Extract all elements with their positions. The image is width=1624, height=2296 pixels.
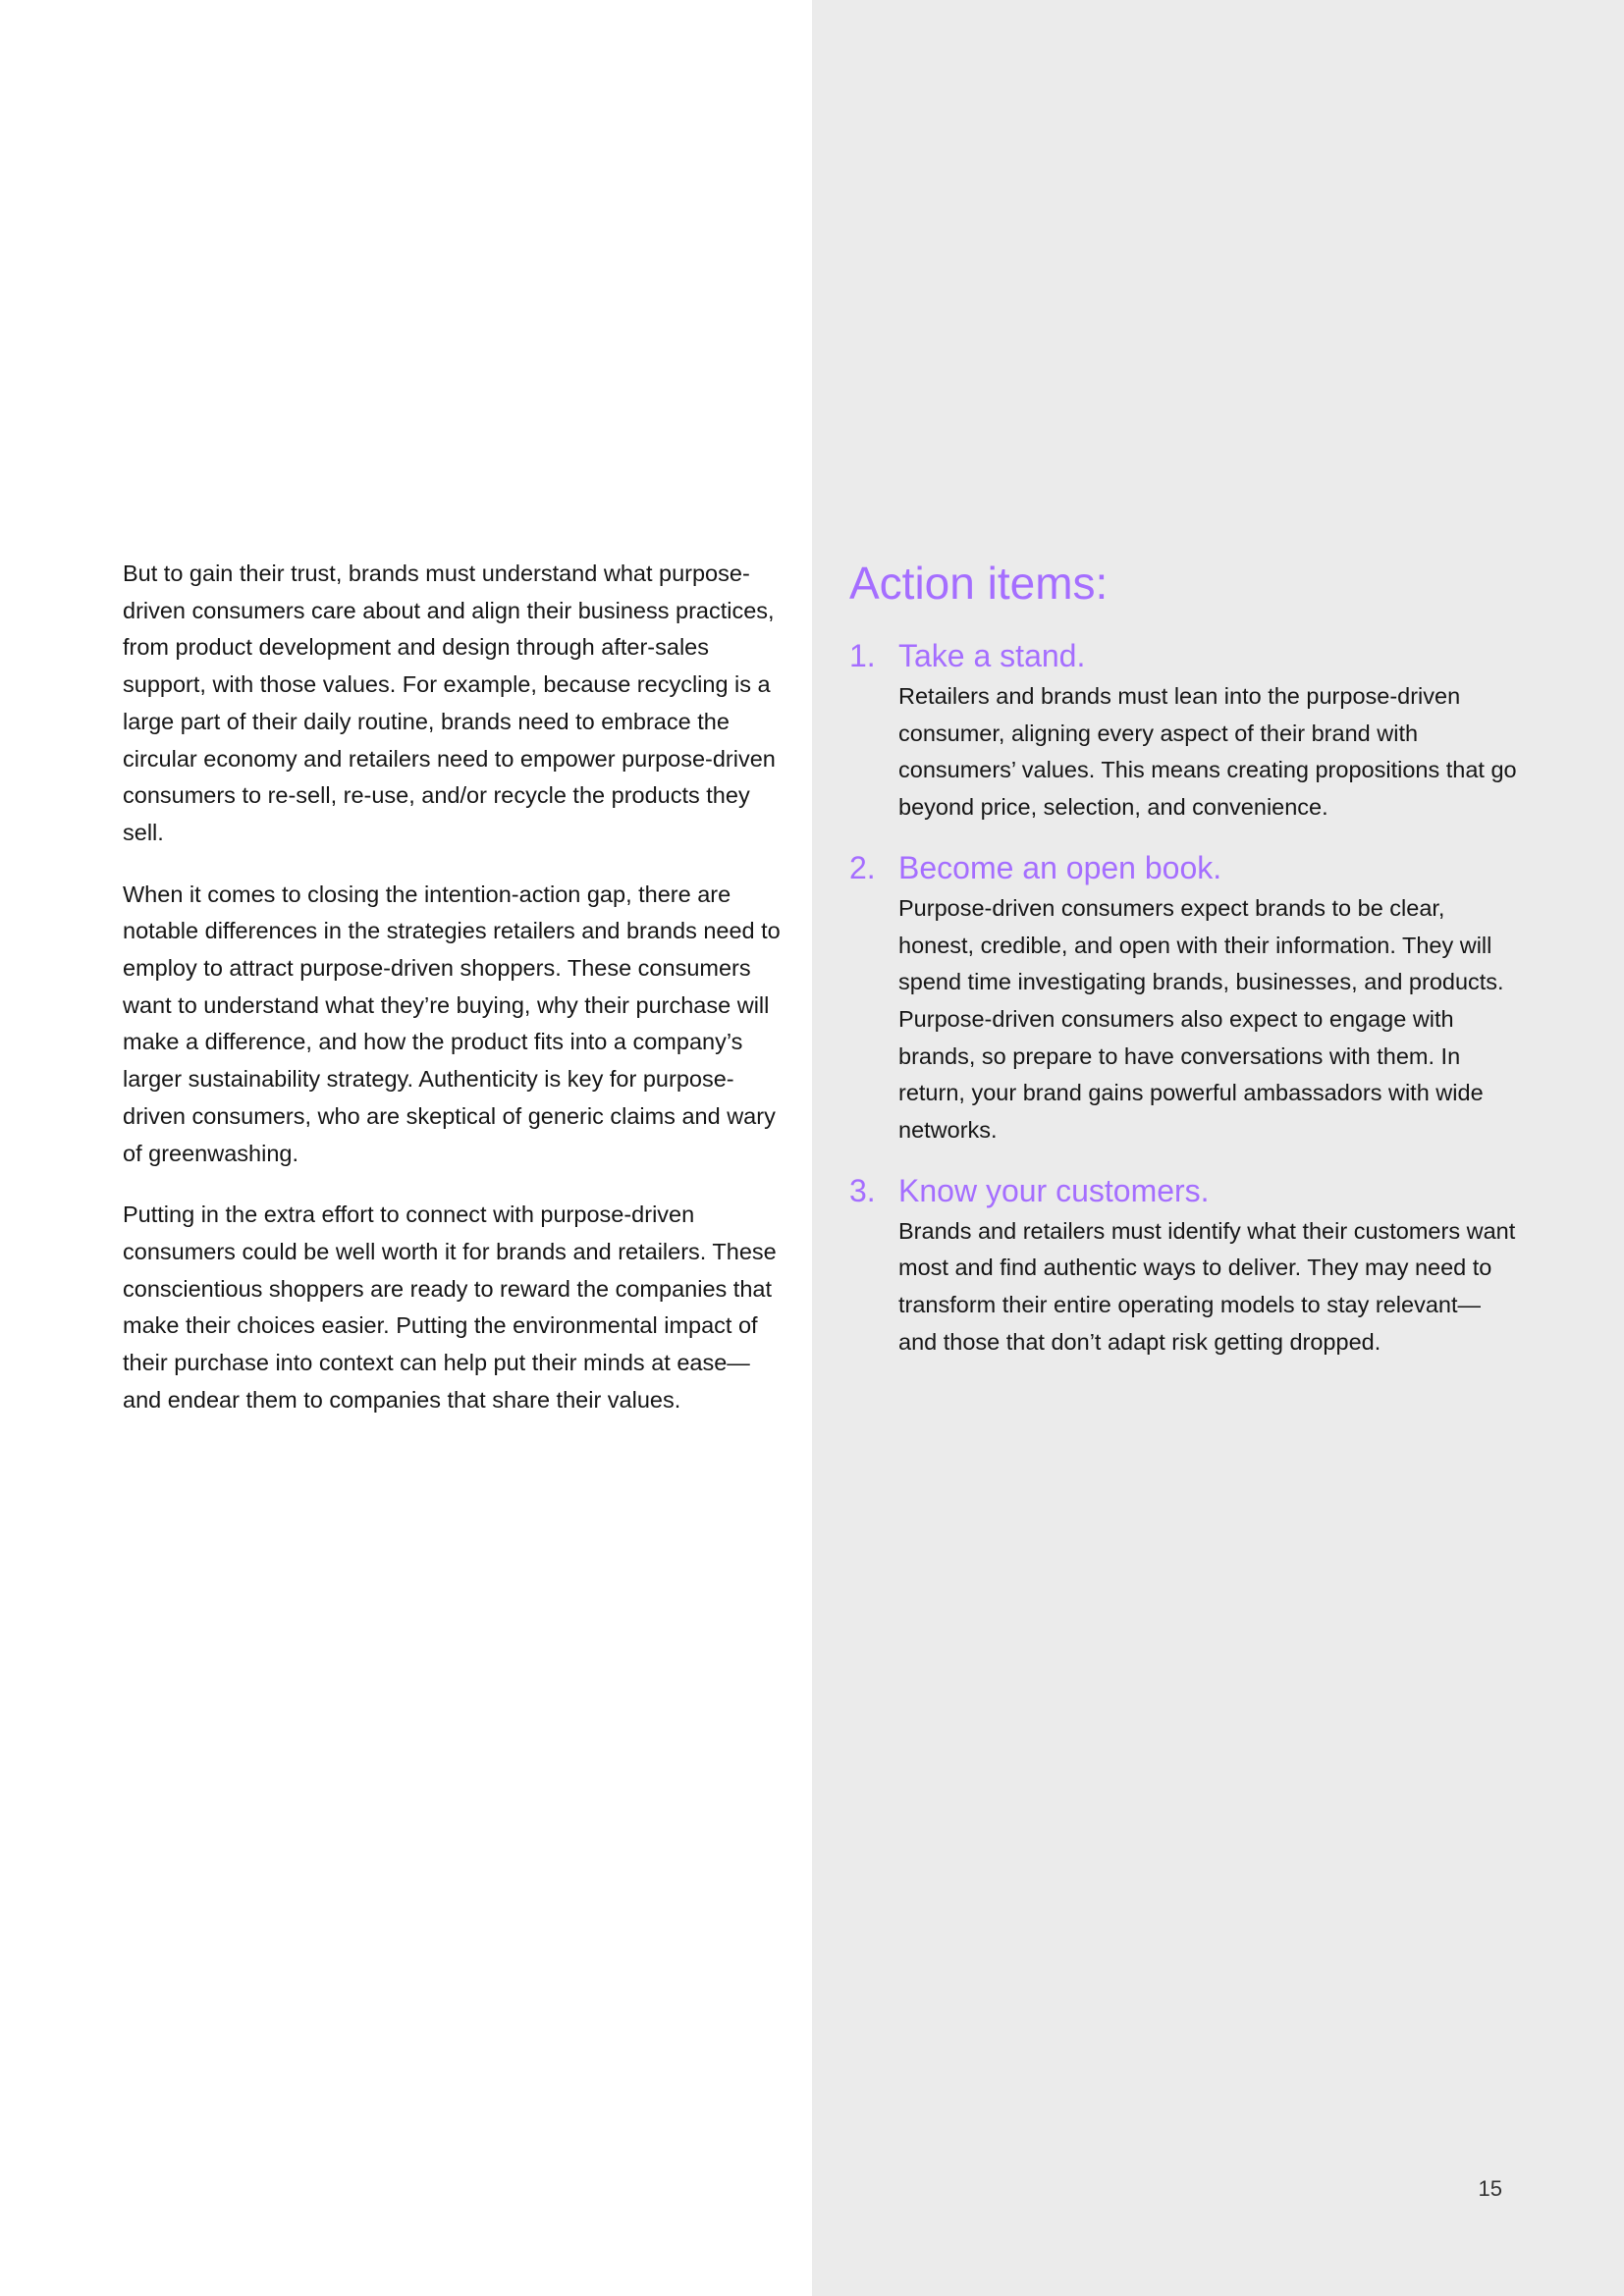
action-item-heading: Know your customers.: [898, 1172, 1210, 1208]
action-item-body: Brands and retailers must identify what their customers want most and find authentic ways to deliver. They may need to transform their entire operating models to stay relevant—and those that don’t adapt risk getting dropped.: [898, 1217, 1516, 1355]
page-number: 15: [1478, 2176, 1502, 2201]
action-item: [849, 633, 1517, 827]
action-item-number: 2.: [849, 849, 876, 885]
action-item: [849, 1168, 1517, 1362]
action-items-title: Action items:: [849, 558, 1109, 609]
body-text: [123, 556, 783, 1443]
paragraph-3: Putting in the extra effort to connect with purpose-driven consumers could be well worth it for brands and retailers. These conscientious shoppers are ready to reward the companies that make their choices easier. Putting the environmental impact of their purchase into context can help put their minds at ease—and endear them to companies that share their values.: [123, 1201, 777, 1413]
action-items-list: [849, 633, 1517, 1380]
paragraph-1: But to gain their trust, brands must understand what purpose-driven consumers care about and align their business practices, from product development and design through after-sales support, with those values. For example, because recycling is a large part of their daily routine, brands need to embrace the circular economy and retailers need to empower purpose-driven consumers to re-sell, re-use, and/or recycle the products they sell.: [123, 561, 776, 845]
paragraph-2: When it comes to closing the intention-action gap, there are notable differences in the strategies retailers and brands need to employ to attract purpose-driven shoppers. These consumers want to understand what they’re buying, why their purchase will make a difference, and how the product fits into a company’s larger sustainability strategy. Authenticity is key for purpose-driven consumers, who are skeptical of generic claims and wary of greenwashing.: [123, 881, 781, 1166]
action-item-body: Purpose-driven consumers expect brands to be clear, honest, credible, and open with their information. They will spend time investigating brands, businesses, and products. Purpose-driven consumers also expect to engage with brands, so prepare to have conversations with them. In return, your brand gains powerful ambassadors with wide networks.: [898, 894, 1504, 1144]
action-item-heading: Become an open book.: [898, 849, 1222, 885]
action-item-number: 1.: [849, 638, 876, 673]
action-item-number: 3.: [849, 1172, 876, 1208]
action-item: [849, 845, 1517, 1149]
action-item-body: Retailers and brands must lean into the purpose-driven consumer, aligning every aspect of their brand with consumers’ values. This means creating propositions that go beyond price, selection, and convenience.: [898, 683, 1517, 821]
action-item-heading: Take a stand.: [898, 638, 1086, 673]
